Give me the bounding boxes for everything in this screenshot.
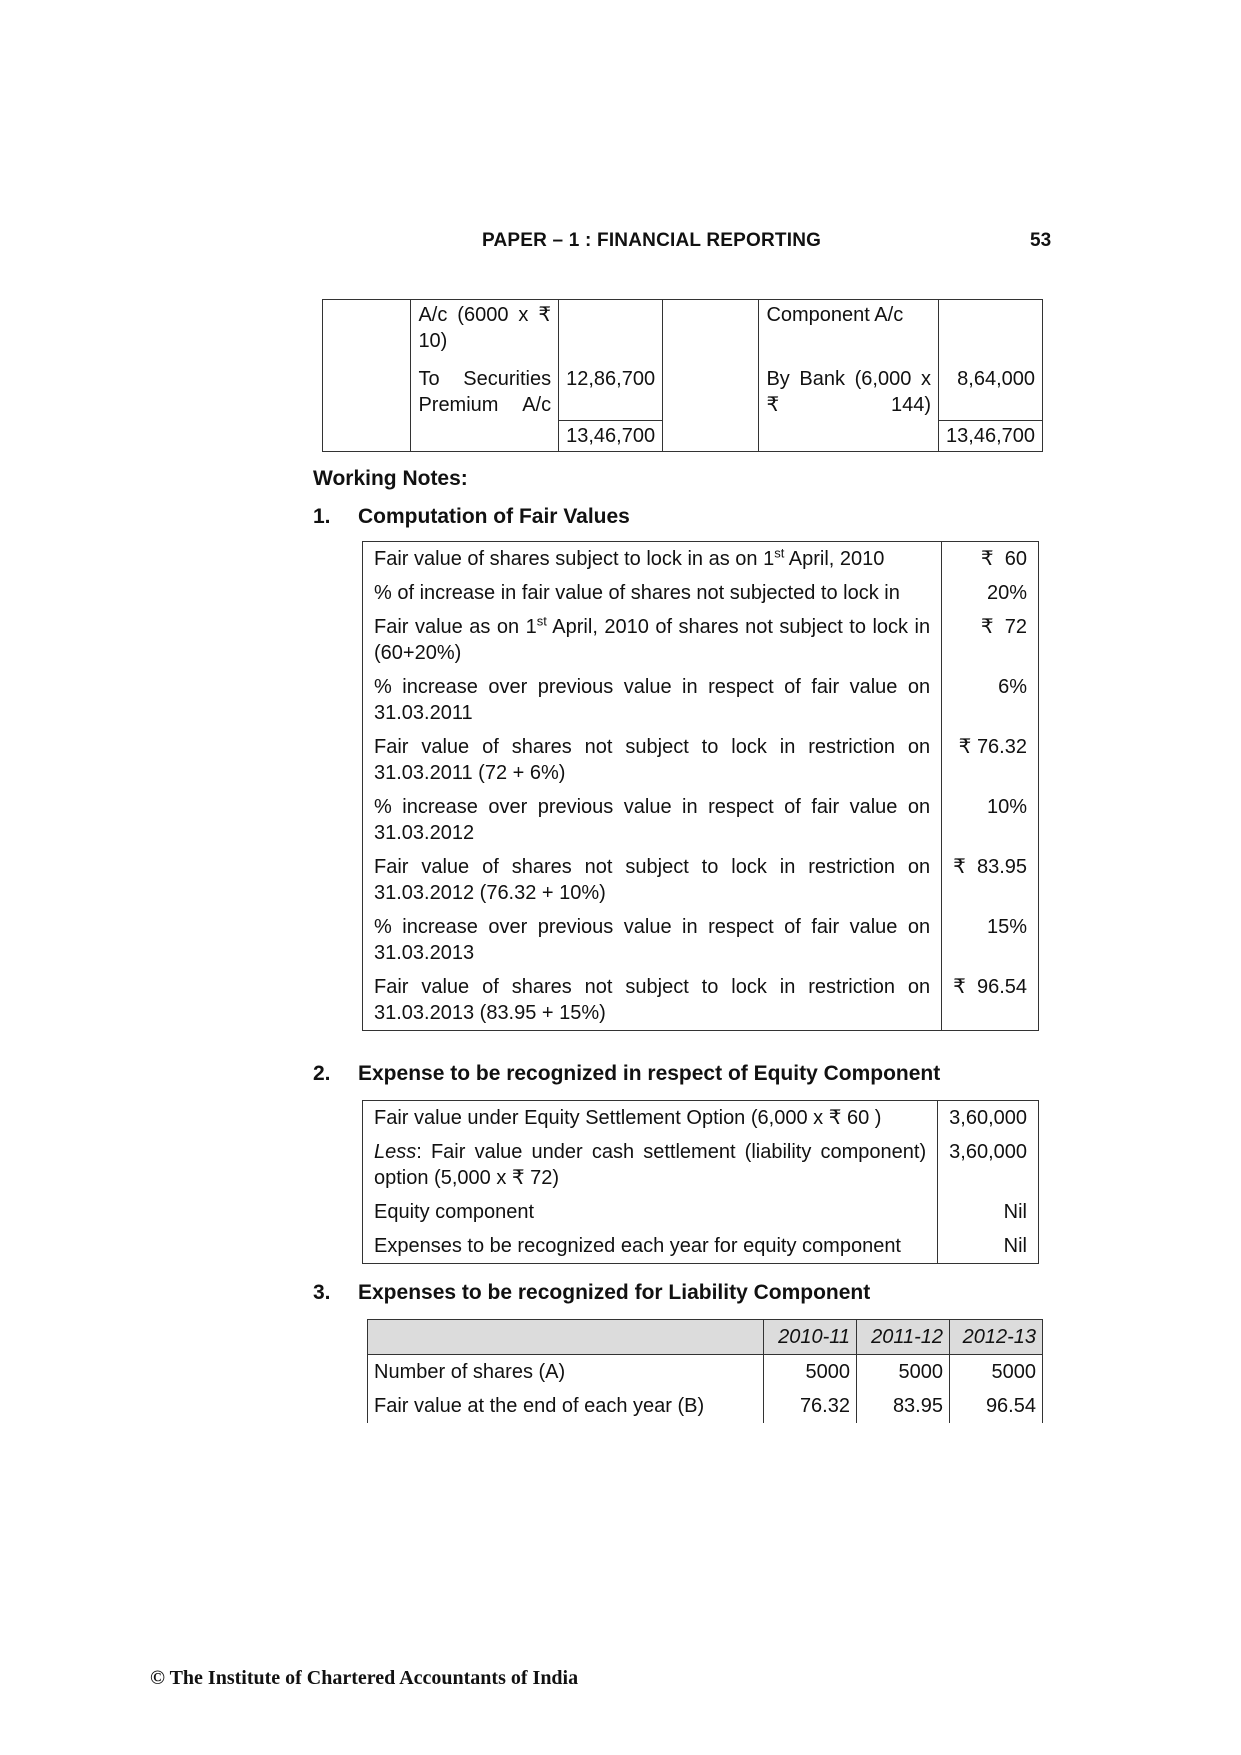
- ledger-total-row: [323, 420, 1043, 451]
- fair-value-description: [363, 910, 942, 970]
- description-text: % increase over previous value in respect of fair value on 31.03.2013: [374, 916, 931, 964]
- fair-value-description: [363, 576, 942, 610]
- ledger-total-right: 13,46,700: [938, 420, 1042, 451]
- year-value: 76.32: [764, 1389, 857, 1423]
- year-header: 2010-11: [764, 1320, 857, 1355]
- description-text: April, 2010 of shares not subject to lock in (60+20%): [374, 616, 931, 664]
- ledger-date-cell: [663, 356, 759, 420]
- note2-number: 2.: [313, 1062, 331, 1085]
- fair-value-row: [363, 730, 1039, 790]
- fair-value-description: [363, 542, 942, 577]
- description-text: % increase over previous value in respect of fair value on 31.03.2011: [374, 676, 931, 724]
- ledger-particulars: [759, 420, 939, 451]
- ledger-particulars: A/c (6000 x ₹ 10): [411, 300, 559, 357]
- equity-amount: 3,60,000: [938, 1101, 1039, 1136]
- ledger-date-cell: [323, 420, 411, 451]
- liability-row: [368, 1355, 1043, 1390]
- equity-description: [363, 1101, 938, 1136]
- fair-value-amount: 6%: [942, 670, 1039, 730]
- copyright-footer: © The Institute of Chartered Accountants of India: [150, 1667, 579, 1689]
- equity-amount: Nil: [938, 1195, 1039, 1229]
- ledger-amount: [938, 300, 1042, 357]
- working-notes-heading: Working Notes:: [313, 467, 468, 490]
- row-label: Number of shares (A): [368, 1355, 764, 1390]
- running-header: PAPER – 1 : FINANCIAL REPORTING: [482, 230, 822, 251]
- fair-value-row: [363, 970, 1039, 1031]
- header-blank-cell: [368, 1320, 764, 1355]
- description-text: April, 2010: [784, 548, 885, 570]
- ledger-date-cell: [663, 300, 759, 357]
- fair-value-amount: 15%: [942, 910, 1039, 970]
- ledger-particulars: Component A/c: [759, 300, 939, 357]
- ledger-row: [323, 356, 1043, 420]
- fair-value-row: [363, 576, 1039, 610]
- note3-title: Expenses to be recognized for Liability Component: [358, 1281, 871, 1304]
- year-value: 5000: [857, 1355, 950, 1390]
- ordinal-suffix: st: [536, 613, 547, 629]
- year-header-row: [368, 1320, 1043, 1355]
- year-value: 96.54: [950, 1389, 1043, 1423]
- description-text: % of increase in fair value of shares not subjected to lock in: [374, 582, 900, 604]
- page-number: 53: [1030, 230, 1052, 251]
- description-text: % increase over previous value in respect of fair value on 31.03.2012: [374, 796, 931, 844]
- fair-value-description: [363, 730, 942, 790]
- ledger-date-cell: [323, 300, 411, 357]
- equity-description: [363, 1135, 938, 1195]
- equity-row: [363, 1229, 1039, 1264]
- fair-value-amount: ₹ 96.54: [942, 970, 1039, 1031]
- ledger-amount: 12,86,700: [559, 356, 663, 420]
- ledger-table: [322, 299, 1043, 452]
- fair-value-row: [363, 850, 1039, 910]
- description-text: Fair value of shares not subject to lock in restriction on 31.03.2012 (76.32 + 10%): [374, 856, 931, 904]
- liability-row: [368, 1389, 1043, 1423]
- equity-row: [363, 1135, 1039, 1195]
- fair-value-row: [363, 790, 1039, 850]
- equity-description: [363, 1195, 938, 1229]
- fair-value-row: [363, 670, 1039, 730]
- ledger-date-cell: [323, 356, 411, 420]
- year-value: 5000: [950, 1355, 1043, 1390]
- description-text: Fair value of shares not subject to lock in restriction on 31.03.2013 (83.95 + 15%): [374, 976, 931, 1024]
- description-text: Fair value as on 1: [374, 616, 537, 638]
- fair-value-row: [363, 910, 1039, 970]
- description-text: Fair value under Equity Settlement Option (6,000 x ₹ 60 ): [374, 1107, 882, 1129]
- equity-amount: Nil: [938, 1229, 1039, 1264]
- fair-value-description: [363, 850, 942, 910]
- ledger-particulars: To Securities Premium A/c: [411, 356, 559, 420]
- note1-number: 1.: [313, 505, 331, 528]
- note1-title: Computation of Fair Values: [358, 505, 630, 528]
- ledger-amount: 8,64,000: [938, 356, 1042, 420]
- equity-component-table: [362, 1100, 1039, 1264]
- fair-value-description: [363, 610, 942, 670]
- fair-value-amount: ₹ 72: [942, 610, 1039, 670]
- fair-value-row: [363, 610, 1039, 670]
- ledger-total-left: 13,46,700: [559, 420, 663, 451]
- description-text: Equity component: [374, 1201, 535, 1223]
- ledger-amount: [559, 300, 663, 357]
- fair-value-description: [363, 790, 942, 850]
- ledger-particulars: [411, 420, 559, 451]
- equity-amount: 3,60,000: [938, 1135, 1039, 1195]
- equity-row: [363, 1101, 1039, 1136]
- description-text: Fair value of shares subject to lock in as on 1: [374, 548, 775, 570]
- fair-value-row: [363, 542, 1039, 577]
- equity-row: [363, 1195, 1039, 1229]
- description-text: Fair value of shares not subject to lock in restriction on 31.03.2011 (72 + 6%): [374, 736, 931, 784]
- year-header: 2012-13: [950, 1320, 1043, 1355]
- fair-values-table: [362, 541, 1039, 1031]
- liability-component-table: [367, 1319, 1043, 1423]
- fair-value-amount: ₹ 76.32: [942, 730, 1039, 790]
- fair-value-amount: 20%: [942, 576, 1039, 610]
- year-value: 83.95: [857, 1389, 950, 1423]
- description-text: Expenses to be recognized each year for equity component: [374, 1235, 901, 1257]
- note3-number: 3.: [313, 1281, 331, 1304]
- less-label: Less: [374, 1141, 417, 1163]
- year-header: 2011-12: [857, 1320, 950, 1355]
- ledger-row: [323, 300, 1043, 357]
- ledger-date-cell: [663, 420, 759, 451]
- row-label: Fair value at the end of each year (B): [368, 1389, 764, 1423]
- year-value: 5000: [764, 1355, 857, 1390]
- fair-value-amount: ₹ 60: [942, 542, 1039, 577]
- fair-value-amount: 10%: [942, 790, 1039, 850]
- note2-title: Expense to be recognized in respect of Equity Component: [358, 1062, 941, 1085]
- ordinal-suffix: st: [774, 545, 785, 561]
- fair-value-description: [363, 970, 942, 1031]
- fair-value-description: [363, 670, 942, 730]
- equity-description: [363, 1229, 938, 1264]
- fair-value-amount: ₹ 83.95: [942, 850, 1039, 910]
- ledger-particulars: By Bank (6,000 x ₹ 144): [759, 356, 939, 420]
- description-text: : Fair value under cash settlement (liability component) option (5,000 x ₹ 72): [374, 1141, 927, 1189]
